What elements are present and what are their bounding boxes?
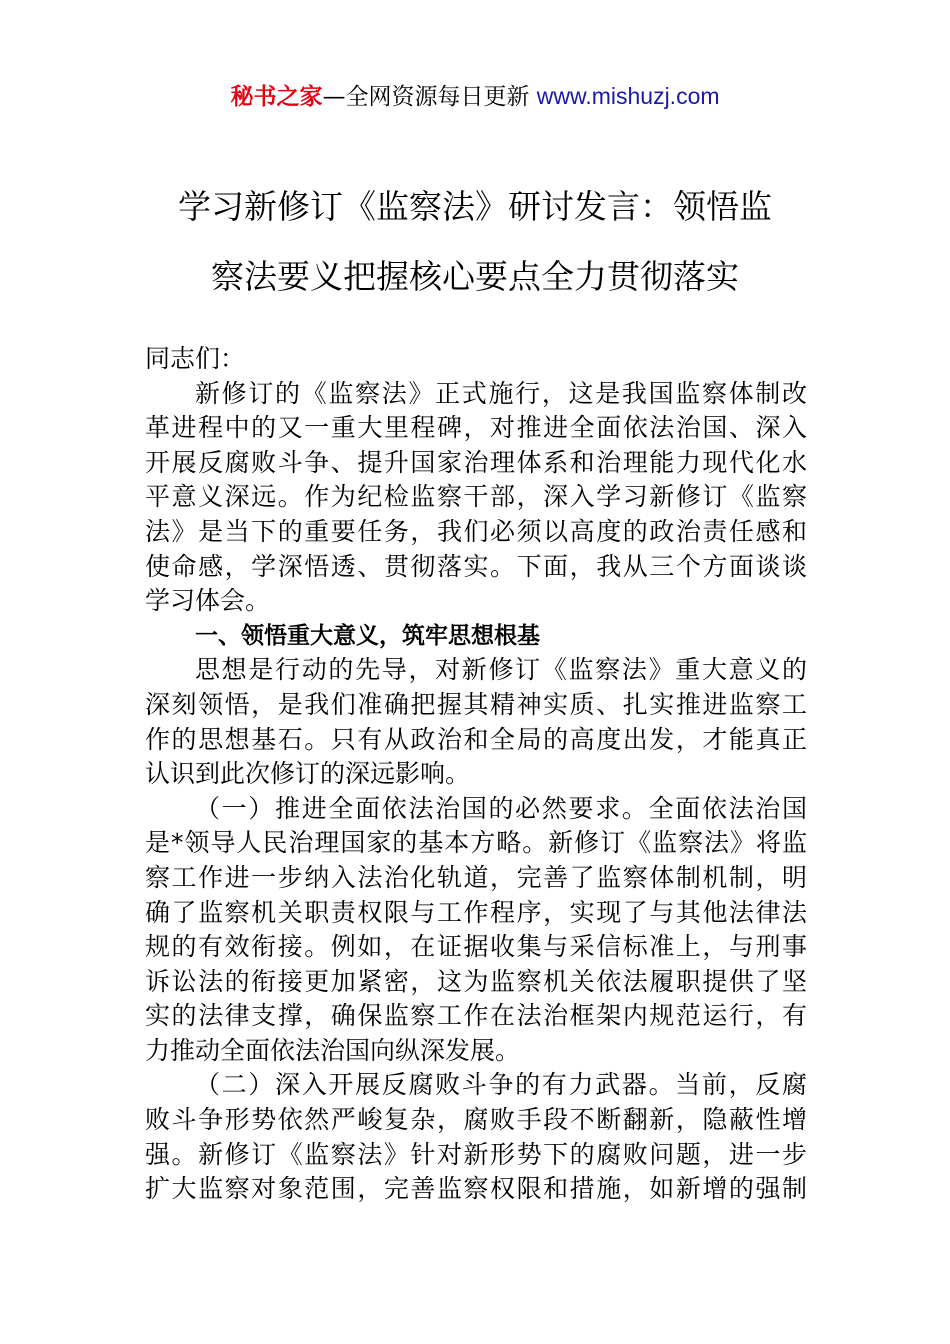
site-header [0,80,950,113]
document-body [145,342,807,1207]
title-line: 学习新修订《监察法》研讨发言：领悟监 [178,187,772,226]
body-line: 平意义深远。作为纪检监察干部，深入学习新修订《监察 [145,482,807,512]
body-line: 作的思想基石。只有从政治和全局的高度出发，才能真正 [145,724,807,754]
body-line: 诉讼法的衔接更加紧密，这为监察机关依法履职提供了坚 [145,966,807,996]
body-line: 使命感，学深悟透、贯彻落实。下面，我从三个方面谈谈 [145,551,807,581]
body-line: 认识到此次修订的深远影响。 [145,759,471,789]
title-line: 察法要义把握核心要点全力贯彻落实 [211,257,739,296]
body-line: （一）推进全面依法治国的必然要求。全面依法治国 [195,793,807,823]
body-line: 革进程中的又一重大里程碑，对推进全面依法治国、深入 [145,413,807,443]
site-tagline: —全网资源每日更新 [322,84,537,110]
body-line: 是*领导人民治理国家的基本方略。新修订《监察法》将监 [145,828,807,858]
body-line: 规的有效衔接。例如，在证据收集与采信标准上，与刑事 [145,932,807,962]
body-line: 确了监察机关职责权限与工作程序，实现了与其他法律法 [145,897,807,927]
body-line: 强。新修订《监察法》针对新形势下的腐败问题，进一步 [145,1139,807,1169]
body-line: 思想是行动的先导，对新修订《监察法》重大意义的 [195,655,807,685]
body-line: 力推动全面依法治国向纵深发展。 [145,1035,521,1065]
body-line: 学习体会。 [145,586,271,616]
body-line: 扩大监察对象范围，完善监察权限和措施，如新增的强制 [145,1174,807,1204]
body-line: 败斗争形势依然严峻复杂，腐败手段不断翻新，隐蔽性增 [145,1105,807,1135]
body-line: 新修订的《监察法》正式施行，这是我国监察体制改 [195,378,807,408]
body-line: 实的法律支撑，确保监察工作在法治框架内规范运行，有 [145,1001,807,1031]
body-line: 察工作进一步纳入法治化轨道，完善了监察体制机制，明 [145,862,807,892]
body-line: 开展反腐败斗争、提升国家治理体系和治理能力现代化水 [145,447,807,477]
document-title [145,172,805,312]
site-brand: 秘书之家 [230,84,323,110]
body-line: 深刻领悟，是我们准确把握其精神实质、扎实推进监察工 [145,689,807,719]
salutation: 同志们： [145,344,246,373]
body-line: （二）深入开展反腐败斗争的有力武器。当前，反腐 [195,1070,807,1100]
site-url-link[interactable]: www.mishuzj.com [536,83,720,109]
section-heading: 一、领悟重大意义，筑牢思想根基 [195,622,540,649]
body-line: 法》是当下的重要任务，我们必须以高度的政治责任感和 [145,516,807,546]
